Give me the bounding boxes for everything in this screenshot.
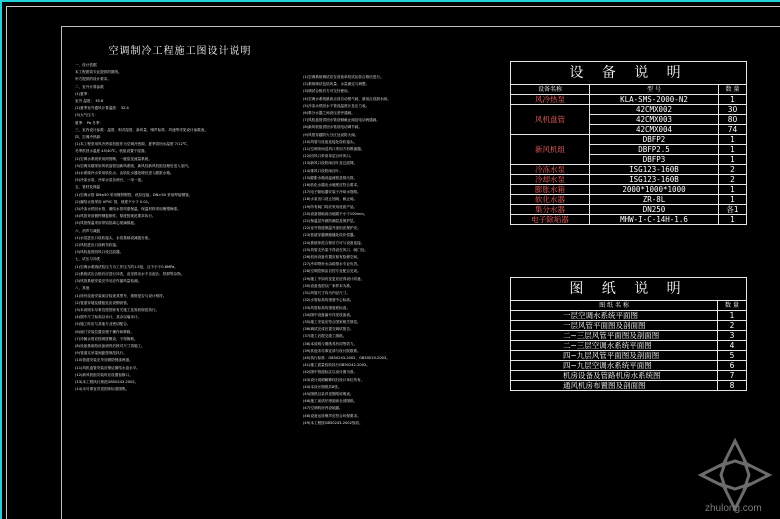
equipment-row	[511, 95, 747, 105]
note-line: (10)管道安装完毕后刷防锈漆两道。	[75, 358, 133, 363]
note-line: (4)图中尺寸标高以米计，其余以毫米计。	[75, 315, 142, 320]
note-line: (4)空调水系统最高点设自动排气阀，最低点设泄水阀。	[303, 96, 391, 101]
drawing-frame-left	[0, 0, 2, 519]
drawing-number-cell: 6	[718, 361, 747, 371]
note-line: 五、管材及保温	[75, 185, 101, 190]
note-line: (33)风管标高均指管底标高。	[303, 305, 350, 310]
inner-border-left	[61, 26, 62, 519]
note-line: (2)风机进出口设帆布软接。	[75, 243, 120, 248]
note-line: (2)夏季室外通风计算温度： 32.4	[75, 106, 129, 111]
note-line: (18)水泵出口设止回阀、截止阀。	[303, 197, 358, 202]
note-line: (27)冷却塔补水由给排水专业负责。	[303, 262, 361, 267]
equipment-name-cell: 冷却水泵	[511, 175, 590, 185]
equipment-row	[511, 185, 747, 195]
drawing-name-cell: 二~三层风管平面图及剖面图	[511, 331, 718, 341]
drawing-table-caption: 图 纸 说 明	[511, 278, 747, 301]
equipment-name-cell: 软化水器	[511, 195, 590, 205]
equipment-qty-cell: 2	[719, 175, 747, 185]
note-line: (41)施工质量验收执行GB50242-2002。	[303, 363, 370, 368]
note-line: (3)冷冻水供回水管、凝结水管均需保温，保温材料采用橡塑海绵。	[75, 207, 181, 212]
drawing-row	[511, 361, 747, 371]
equipment-name-cell: 冷冻水泵	[511, 165, 590, 175]
equipment-row	[511, 195, 747, 205]
drawing-number-cell: 2	[718, 321, 747, 331]
note-line: 冬季供回水温度 45/40℃。机组设置于屋面。	[75, 149, 149, 154]
note-line: 七、试压与冲洗	[75, 257, 101, 262]
drawing-header-name: 图 纸 名 称	[511, 301, 718, 311]
note-line: (10)风管与设备连接处设软接头。	[303, 139, 358, 144]
equipment-header-qty: 数 量	[719, 85, 747, 95]
equipment-qty-cell: 1	[719, 195, 747, 205]
equipment-model-cell: ISG123-160B	[590, 165, 719, 175]
note-line: (43)设计说明解释权归设计单位所有。	[303, 377, 365, 382]
equipment-qty-cell: 1	[719, 155, 747, 165]
note-line: (45)图纸目录详见图纸说明表。	[303, 391, 354, 396]
equipment-qty-cell: 1	[719, 215, 747, 225]
note-line: (13)本工程执行规范GB50243-2002。	[75, 379, 139, 384]
note-line: (9)管道支吊架间距按规范执行。	[75, 351, 127, 356]
note-line: (1)空调系统调试应在设备单机试运转合格后进行。	[303, 75, 384, 79]
note-line: (47)空调机房内设地漏。	[303, 406, 343, 411]
drawing-number-cell: 8	[718, 381, 747, 391]
note-line: (14)排风口设防雨百叶。	[303, 168, 343, 173]
drawing-name-cell: 一层空调水系统平面图	[511, 311, 718, 321]
equipment-row	[511, 165, 747, 175]
note-line: 八、其他	[75, 286, 90, 291]
inner-border-top	[61, 26, 780, 27]
drawing-name-cell: 一层风管平面图及剖面图	[511, 321, 718, 331]
note-line: 室外 温度： 35.6	[75, 99, 104, 104]
note-line: (2)空调水系统采用两管制，一级泵变流量系统。	[75, 156, 152, 161]
equipment-model-cell: DBFP3	[590, 155, 719, 165]
note-line: (5)施工时应与其他专业密切配合。	[75, 322, 131, 327]
note-line: (25)风管支吊架不得设在风口、阀门处。	[303, 247, 368, 252]
note-line: (22)室外管道保温外加铝皮保护壳。	[303, 226, 361, 231]
equipment-row	[511, 135, 747, 145]
note-line: (7)风机盘管供回水管设铜截止阀及电动两通阀。	[303, 118, 380, 123]
note-line: 甲方提供的设计要求。	[75, 77, 111, 82]
drawing-row	[511, 341, 747, 351]
design-notes-right	[303, 74, 481, 427]
note-line: (40)执行标准：GB50243-2002、GB50019-2003。	[303, 355, 390, 360]
note-line: (12)回风口采用单层百叶风口。	[303, 154, 354, 159]
equipment-model-cell: DBFP2	[590, 135, 719, 145]
equipment-model-cell: KLA-SMS-2000-N2	[590, 95, 719, 105]
note-line: (4)风管采用镀锌钢板制作，厚度按规范要求执行。	[75, 214, 156, 219]
equipment-row	[511, 205, 747, 215]
note-line: (44)本设计图纸共8张。	[303, 384, 342, 389]
equipment-model-cell: 42CMX002	[590, 105, 719, 115]
note-line: (24)系统冲洗合格后方可与设备连接。	[303, 240, 365, 245]
note-line: (11)空调房间送风口采用方形散流器。	[303, 147, 365, 152]
equipment-row	[511, 105, 747, 115]
note-line: (17)电子除垢器安装于冷却水管路。	[303, 190, 361, 195]
note-line: (35)施工安装应符合国家相关规范。	[303, 319, 361, 324]
equipment-qty-cell: 各1	[719, 205, 747, 215]
equipment-name-cell: 风冷热泵	[511, 95, 590, 105]
drawing-name-cell: 通风机房布置图及剖面图	[511, 381, 718, 391]
note-line: (3)大气压力：	[75, 113, 99, 118]
note-line: (5)冷冻水泵、冷却水泵各两台，一用一备。	[75, 178, 145, 183]
equipment-model-cell: DN250	[590, 205, 719, 215]
drawing-number-cell: 4	[718, 341, 747, 351]
note-line: (3)本说明未尽事宜按国家有关施工及验收规范执行。	[75, 307, 160, 312]
equipment-table-caption: 设 备 说 明	[511, 62, 747, 85]
equipment-qty-cell: 1	[719, 95, 747, 105]
drawing-row	[511, 321, 747, 331]
note-line: (3)风管系统安装完毕后应作漏风量检测。	[75, 279, 142, 284]
equipment-qty-cell: 80	[719, 115, 747, 125]
equipment-model-cell: DBFP2.5	[590, 145, 719, 155]
equipment-model-cell: 42CMX004	[590, 125, 719, 135]
note-line: (49)本工程按GB50243-2002验收。	[303, 420, 363, 425]
equipment-qty-cell: 1	[719, 145, 747, 155]
note-line: (39)其他未尽事宜请与设计院联系。	[303, 348, 361, 353]
note-line: (3)调试合格后方可交付使用。	[303, 89, 352, 94]
note-line: (2)系统调试包括风量、水量测定与调整。	[303, 82, 370, 87]
drawing-row	[511, 381, 747, 391]
drawing-number-cell: 7	[718, 371, 747, 381]
note-line: (8)新风机组供回水管设电动调节阀。	[303, 125, 362, 130]
drawing-number-cell: 5	[718, 351, 747, 361]
drawing-row	[511, 311, 747, 321]
note-line: (38)本说明与图纸具有同等效力。	[303, 341, 358, 346]
drawing-name-cell: 四~九层风管平面图及剖面图	[511, 351, 718, 361]
watermark-text: zhulong.com	[705, 503, 762, 514]
note-line: (1)所有设备安装前应检查其型号、规格是否与设计相符。	[75, 293, 167, 298]
note-line: (21)保温层外做防潮层及保护层。	[303, 219, 358, 224]
page-title: 空调制冷工程施工图设计说明	[108, 46, 252, 57]
equipment-qty-cell: 74	[719, 125, 747, 135]
note-line: (6)阀门安装位置应便于操作和维修。	[75, 329, 134, 334]
drawing-header-no: 数 量	[718, 301, 747, 311]
equipment-model-cell: MHW-I-C-14H-1.6	[590, 215, 719, 225]
note-line: (28)空调控制由自控专业配合完成。	[303, 269, 361, 274]
note-line: (34)图中设备编号详见设备表。	[303, 312, 354, 317]
equipment-model-cell: ISG123-160B	[590, 175, 719, 185]
drawing-name-cell: 四~九层空调水系统平面图	[511, 361, 718, 371]
note-line: (1)本工程采用风冷热泵机组作为空调冷热源，夏季供回水温度 7/12℃，	[75, 142, 191, 147]
note-line: (46)施工前请仔细阅读全部图纸。	[303, 399, 358, 404]
note-line: (3)风机盘管回风口设过滤器。	[75, 250, 124, 255]
note-line: (1)空调水管 DN≤50 采用镀锌钢管，丝扣连接；DN>50 采用焊接钢管。	[75, 192, 193, 197]
equipment-name-cell: 电子除垢器	[511, 215, 590, 225]
drawing-number-cell: 1	[718, 311, 747, 321]
note-line: (3)空调末端采用风机盘管加新风系统，新风经新风机组处理后送入室内。	[75, 163, 192, 168]
note-line: (13)新风口设防雨百叶及过滤网。	[303, 161, 358, 166]
note-line: (48)设备运转噪声应符合环保要求。	[303, 413, 361, 418]
note-line: 三、室内设计参数：温度、相对湿度、新风量、噪声标准、风速等详见设计参数表。	[75, 127, 208, 132]
note-line: (9)风管穿越防火分区处设防火阀。	[303, 132, 359, 137]
note-line: (29)施工中如有变更应征得设计同意。	[303, 276, 365, 281]
equipment-qty-cell: 2	[719, 165, 747, 175]
equipment-header-model: 型 号	[590, 85, 719, 95]
note-line: (6)集分水器之间设压差旁通阀。	[303, 111, 355, 116]
note-line: (23)管道穿越伸缩缝处设补偿器。	[303, 233, 358, 238]
note-line: (32)水管标高均指管中心标高。	[303, 298, 354, 303]
equipment-model-cell: 2000*1000*1000	[590, 185, 719, 195]
note-line: (2)凝结水管采用 UPVC 管，坡度不小于 0.01。	[75, 199, 152, 204]
note-line: (7)冷凝水管应按坡度敷设，不得倒坡。	[75, 336, 138, 341]
note-line: 本工程建筑专业提供的图纸。	[75, 70, 122, 75]
drawing-name-cell: 机房设备及管路机房水系统图	[511, 371, 718, 381]
equipment-qty-cell: 1	[719, 135, 747, 145]
note-line: (4)水系统补水采用软化水，由软化水器处理后进入膨胀水箱。	[75, 171, 174, 176]
note-line: (1)水泵进出口设软接头，水泵基础设减振台座。	[75, 235, 152, 240]
note-line: (11)风机盘管安装应保证凝结水盘水平。	[75, 365, 140, 370]
equipment-name-cell: 膨胀水箱	[511, 185, 590, 195]
note-line: (1)空调水系统试验压力为工作压力的1.5倍，且不小于0.6MPa。	[75, 264, 178, 269]
equipment-qty-cell: 1	[719, 185, 747, 195]
drawing-row	[511, 371, 747, 381]
drawing-row	[511, 331, 747, 341]
equipment-row	[511, 175, 747, 185]
note-line: 一、设计依据	[75, 63, 97, 67]
note-line: (1)夏季：	[75, 91, 91, 96]
note-line: (20)设备基础高出地面不小于100mm。	[303, 211, 368, 216]
equipment-name-cell: 风机盘管	[511, 105, 590, 135]
note-line: 四、空调冷热源：	[75, 135, 104, 140]
note-line: (16)软化水器出水硬度应符合要求。	[303, 183, 361, 188]
note-line: (30)设备选型以厂家样本为准。	[303, 283, 354, 288]
note-line: 六、消声与减振	[75, 228, 101, 233]
equipment-row	[511, 215, 747, 225]
equipment-table	[510, 61, 747, 225]
note-line: (36)调试完成后提交调试报告。	[303, 327, 354, 332]
equipment-name-cell: 集分水器	[511, 205, 590, 215]
equipment-model-cell: ZR-8L	[590, 195, 719, 205]
note-line: (19)所有阀门均应采用优质产品。	[303, 204, 358, 209]
note-line: (31)风管尺寸均为内径尺寸。	[303, 291, 350, 296]
equipment-header-name: 设备名称	[511, 85, 590, 95]
note-line: (42)图中管道标注以设计图为准。	[303, 370, 358, 375]
drawing-row	[511, 351, 747, 361]
note-line: (15)膨胀水箱设溢流管及排污管。	[303, 175, 358, 180]
drawing-list-table	[510, 277, 747, 391]
note-line: (2)系统试压合格后应进行冲洗，直至排出水不含泥沙、铁屑等杂物。	[75, 271, 185, 276]
note-line: (2)管道穿墙及楼板处应设钢套管。	[75, 300, 131, 305]
note-line: 夏季： Pa 冬季：	[75, 120, 104, 125]
border-line-left	[6, 6, 7, 519]
note-line: 二、室外计算参数	[75, 84, 104, 89]
drawing-number-cell: 3	[718, 331, 747, 341]
equipment-name-cell: 新风机组	[511, 135, 590, 165]
note-line: (5)冷冻水供回水干管设温度计及压力表。	[303, 103, 370, 108]
note-line: (5)风管保温采用带铝箔离心玻璃棉板。	[75, 221, 138, 226]
note-line: (26)机房设备布置应留有检修空间。	[303, 255, 361, 260]
border-line-top	[6, 6, 780, 7]
drawing-name-cell: 二~三层空调水系统平面图	[511, 341, 718, 351]
note-line: (8)设备基础待设备到货后核对尺寸再施工。	[75, 343, 145, 348]
equipment-qty-cell: 30	[719, 105, 747, 115]
note-line: (37)竣工后提交竣工图纸。	[303, 334, 347, 339]
note-line: (12)新风机组安装时应设置检修口。	[75, 372, 133, 377]
note-line: (14)未尽事宜详见国家标准图集。	[75, 387, 130, 392]
equipment-model-cell: 42CMX003	[590, 115, 719, 125]
design-notes-left	[75, 62, 275, 393]
